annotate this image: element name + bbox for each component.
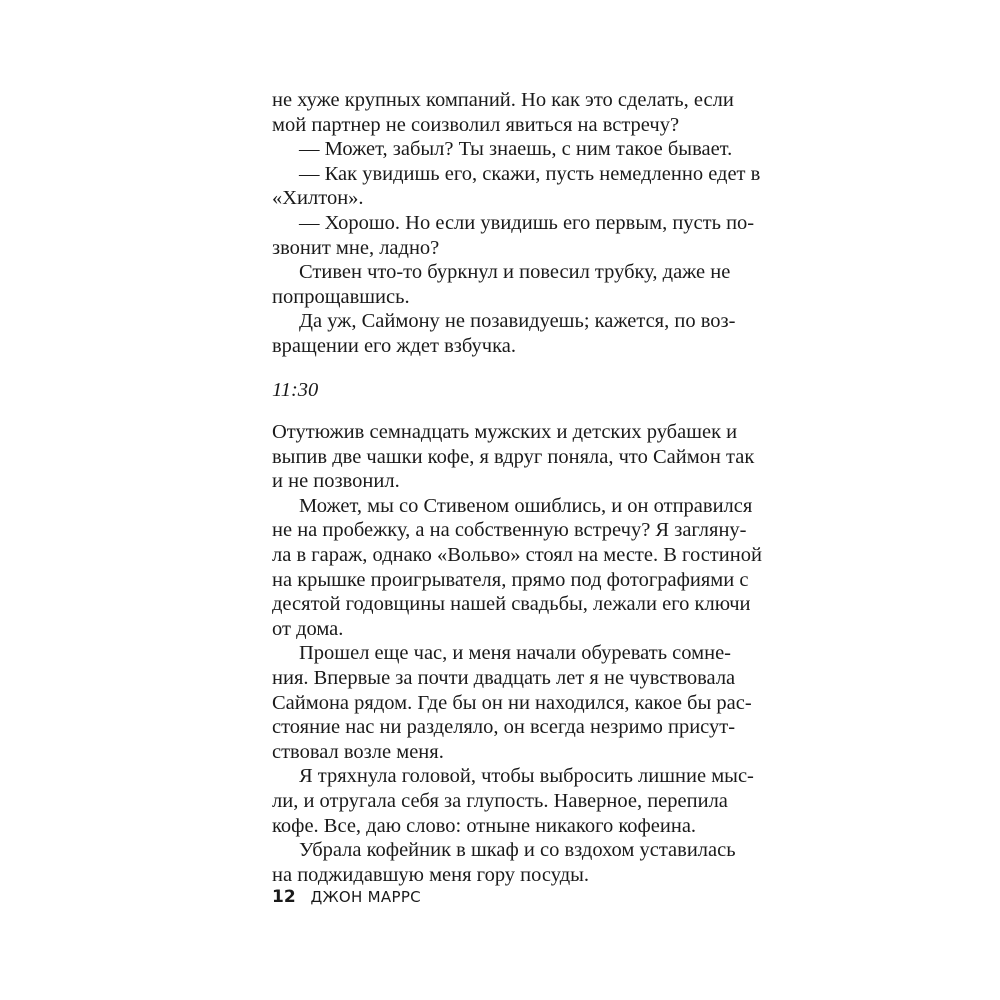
text-line: «Хилтон». [272, 187, 364, 210]
text-line: стояние нас ни разделяло, он всегда незримо присут- [272, 716, 736, 739]
text-line: Отутюжив семнадцать мужских и детских рубашек и [272, 421, 738, 443]
text-line: от дома. [272, 617, 344, 640]
text-line: на крышке проигрывателя, прямо под фотографиями с [272, 568, 749, 591]
text-line: Саймона рядом. Где бы он ни находился, какое бы рас- [272, 691, 752, 714]
text-line: кофе. Все, даю слово: отныне никакого кофеина. [272, 814, 697, 837]
text-line: Стивен что-то буркнул и повесил трубку, даже не [299, 261, 731, 284]
text-line: ствовал возле меня. [272, 740, 444, 763]
text-line: Прошел еще час, и меня начали обуревать сомне- [299, 642, 732, 665]
text-line: вращении его ждет взбучка. [272, 335, 516, 357]
text-line: не на пробежку, а на собственную встречу? Я загляну- [272, 519, 747, 542]
text-line: ла в гараж, однако «Вольво» стоял на месте. В гостиной [272, 544, 762, 566]
text-line: ли, и отругала себя за глупость. Наверное, перепила [272, 790, 728, 812]
text-line: Я тряхнула головой, чтобы выбросить лишние мыс- [299, 765, 754, 788]
text-line: попрощавшись. [272, 285, 410, 308]
text-line: — Хорошо. Но если увидишь его первым, пусть по- [299, 212, 755, 234]
text-line: Может, мы со Стивеном ошиблись, и он отправился [299, 494, 753, 517]
page-number: 12 [272, 887, 296, 907]
text-line: Убрала кофейник в шкаф и со вздохом уставилась [299, 839, 736, 862]
text-line: мой партнер не соизволил явиться на встречу? [272, 113, 680, 136]
text-line: и не позвонил. [272, 470, 400, 493]
text-line: — Как увидишь его, скажи, пусть немедленно едет в [299, 162, 761, 185]
text-line: звонит мне, ладно? [272, 236, 440, 259]
text-line: ния. Впервые за почти двадцать лет я не чувствовала [272, 667, 736, 689]
text-line: Да уж, Саймону не позавидуешь; кажется, по воз- [299, 310, 736, 333]
text-line: не хуже крупных компаний. Но как это сделать, если [272, 89, 734, 111]
section-time-heading: 11:30 [272, 379, 319, 401]
text-line: выпив две чашки кофе, я вдруг поняла, что Саймон так [272, 445, 755, 468]
text-line: десятой годовщины нашей свадьбы, лежали его ключи [272, 593, 751, 616]
page-footer [272, 884, 421, 910]
text-line: на поджидавшую меня гору посуды. [272, 863, 590, 886]
running-head: ДЖОН МАРРС [310, 888, 421, 906]
text-line: — Может, забыл? Ты знаешь, с ним такое бывает. [299, 138, 733, 161]
